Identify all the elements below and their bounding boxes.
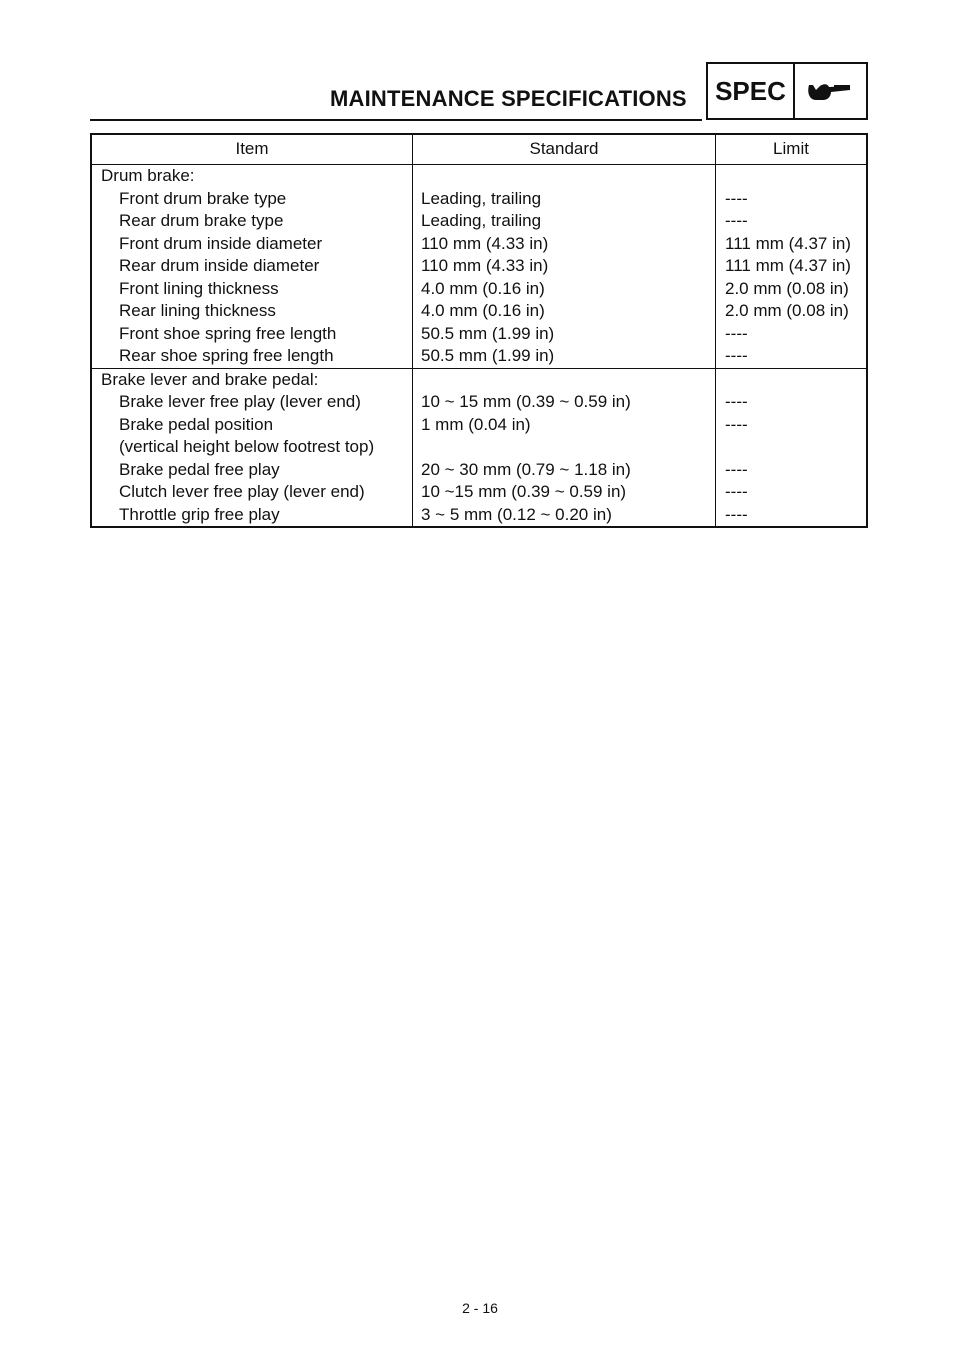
- column-header-limit: Limit: [716, 134, 868, 165]
- limit-cell: [716, 165, 868, 369]
- item-label: Rear lining thickness: [119, 301, 276, 320]
- standard-value: 20 ~ 30 mm (0.79 ~ 1.18 in): [421, 459, 631, 479]
- standard-cell: [413, 165, 716, 369]
- spacer: [716, 436, 866, 459]
- spacer: [716, 369, 866, 392]
- spec-label: SPEC: [708, 64, 795, 118]
- limit-value: 111 mm (4.37 in): [725, 233, 851, 253]
- page-title: MAINTENANCE SPECIFICATIONS: [330, 86, 687, 111]
- limit-value: ----: [725, 392, 748, 411]
- standard-value: 4.0 mm (0.16 in): [421, 278, 545, 298]
- group-heading: Drum brake:: [101, 166, 195, 185]
- group-heading: Brake lever and brake pedal:: [101, 369, 319, 389]
- limit-value: ----: [725, 414, 748, 434]
- item-cell: [91, 165, 413, 369]
- item-cell: [91, 368, 413, 527]
- limit-value: ----: [725, 188, 748, 208]
- limit-value: 2.0 mm (0.08 in): [725, 278, 849, 298]
- item-label: Front lining thickness: [119, 278, 279, 298]
- standard-value: 1 mm (0.04 in): [421, 414, 531, 434]
- limit-value: ----: [725, 211, 748, 230]
- page-number: 2 - 16: [462, 1300, 498, 1316]
- item-label: Front drum inside diameter: [119, 233, 323, 253]
- item-label: Brake lever free play (lever end): [119, 392, 361, 411]
- standard-value: Leading, trailing: [421, 211, 542, 230]
- standard-value: 110 mm (4.33 in): [421, 233, 549, 253]
- table-group: [91, 165, 867, 369]
- specifications-table: [90, 133, 868, 528]
- standard-value: 10 ~15 mm (0.39 ~ 0.59 in): [421, 482, 627, 501]
- spacer: [413, 436, 715, 459]
- column-header-item: Item: [91, 134, 413, 165]
- standard-value: 3 ~ 5 mm (0.12 ~ 0.20 in): [421, 504, 612, 524]
- item-label: Rear drum inside diameter: [119, 256, 320, 275]
- item-label: Front shoe spring free length: [119, 323, 337, 343]
- spec-badge: [706, 62, 868, 120]
- limit-value: 111 mm (4.37 in): [725, 256, 851, 275]
- standard-value: 10 ~ 15 mm (0.39 ~ 0.59 in): [421, 392, 631, 411]
- wrench-icon: [795, 64, 866, 118]
- limit-cell: [716, 368, 868, 527]
- limit-value: ----: [725, 323, 748, 343]
- item-label: Front drum brake type: [119, 188, 287, 208]
- standard-value: Leading, trailing: [421, 188, 542, 208]
- standard-value: 50.5 mm (1.99 in): [421, 346, 555, 365]
- limit-value: ----: [725, 346, 748, 365]
- column-header-standard: Standard: [413, 134, 716, 165]
- standard-value: 110 mm (4.33 in): [421, 256, 549, 275]
- item-label: Rear drum brake type: [119, 211, 284, 230]
- limit-value: ----: [725, 459, 748, 479]
- table-group: [91, 368, 867, 527]
- item-label: Clutch lever free play (lever end): [119, 482, 365, 501]
- item-label: (vertical height below footrest top): [119, 437, 375, 456]
- item-label: Rear shoe spring free length: [119, 346, 334, 365]
- spacer: [413, 369, 715, 392]
- spacer: [413, 165, 715, 188]
- title-underline: [90, 119, 702, 121]
- limit-value: ----: [725, 504, 748, 524]
- item-label: Throttle grip free play: [119, 504, 280, 524]
- standard-value: 4.0 mm (0.16 in): [421, 301, 545, 320]
- item-label: Brake pedal position: [119, 414, 274, 434]
- item-label: Brake pedal free play: [119, 459, 280, 479]
- standard-cell: [413, 368, 716, 527]
- table-header-row: [91, 134, 867, 165]
- standard-value: 50.5 mm (1.99 in): [421, 323, 555, 343]
- spacer: [716, 165, 866, 188]
- limit-value: ----: [725, 482, 748, 501]
- limit-value: 2.0 mm (0.08 in): [725, 301, 849, 320]
